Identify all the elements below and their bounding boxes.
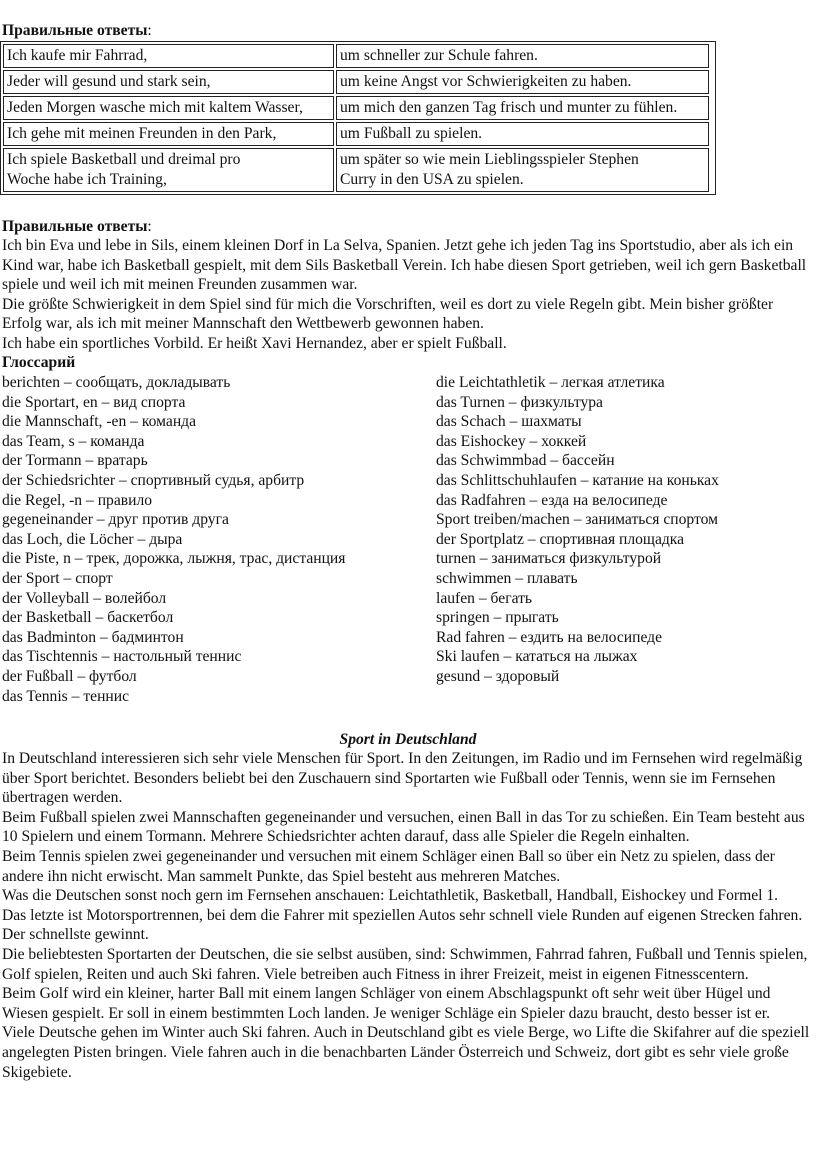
glossary-entry: berichten – сообщать, докладывать xyxy=(2,374,231,391)
glossary-entry: die Leichtathletik – легкая атлетика xyxy=(436,374,665,391)
answers-table-row xyxy=(2,69,714,95)
answers-heading-2 xyxy=(2,217,152,237)
glossary-left-column xyxy=(2,373,345,706)
answers-cell-left: Ich gehe mit meinen Freunden in den Park, xyxy=(3,122,334,146)
answers-heading-colon: : xyxy=(147,22,152,39)
answers-cell-right: um später so wie mein Lieblingsspieler Stephen Curry in den USA zu spielen. xyxy=(336,148,709,192)
glossary-entry: schwimmen – плавать xyxy=(436,569,578,587)
answers-paragraph: Ich habe ein sportliches Vorbild. Er heißt Xavi Hernandez, aber er spielt Fußball. xyxy=(2,334,507,352)
text-paragraph: Was die Deutschen sonst noch gern im Fernsehen anschauen: Leichtathletik, Basketball, Handball, Eishockey und Formel 1. xyxy=(2,887,779,905)
glossary-entry: der Schiedsrichter – спортивный судья, арбитр xyxy=(2,471,305,489)
glossary-entry: springen – прыгать xyxy=(436,609,559,627)
text-paragraph: In Deutschland interessieren sich sehr viele Menschen für Sport. In den Zeitungen, im Radio und im Fernsehen wird regelmäßig über Sport berichtet. Besonders beliebt bei den Zuschauern sind Sportarten wie Fußball oder Tennis, wenn sie im Fernsehen übertragen werden. xyxy=(2,750,803,807)
answers-text xyxy=(2,236,814,354)
answers-paragraph: Ich bin Eva und lebe in Sils, einem kleinen Dorf in La Selva, Spanien. Jetzt gehe ich jeden Tag ins Sportstudio, aber als ich ein Kind war, habe ich Basketball gespielt, mit dem Sils Basketball Verein. Ich habe diesen Sport getrieben, weil ich gern Basketball spiele und weil ich mit meinen Freunden zusammen war. xyxy=(2,237,807,294)
glossary-title: Глоссарий xyxy=(2,354,76,371)
glossary-entry: das Tennis – теннис xyxy=(2,687,130,705)
glossary-entry: das Schwimmbad – бассейн xyxy=(436,452,615,470)
glossary-entry: gegeneinander – друг против друга xyxy=(2,511,229,529)
answers-table-row xyxy=(2,121,714,147)
text-title: Sport in Deutschland xyxy=(339,731,477,748)
answers-heading-colon: : xyxy=(147,218,152,235)
answers-cell-left: Ich spiele Basketball und dreimal pro Woche habe ich Training, xyxy=(3,148,334,192)
glossary-entry: die Regel, -n – правило xyxy=(2,491,153,509)
glossary-entry: die Piste, n – трек, дорожка, лыжня, трас, дистанция xyxy=(2,550,346,568)
answers-table xyxy=(0,41,716,195)
answers-heading-1 xyxy=(2,21,152,41)
answers-paragraph: Die größte Schwierigkeit in dem Spiel sind für mich die Vorschriften, weil es dort zu viele Regeln gibt. Mein bisher größter Erfolg war, als ich mit meiner Mannschaft den Wettbewerb gewonnen haben. xyxy=(2,295,774,333)
text-body xyxy=(2,749,814,1082)
answers-cell-left: Jeden Morgen wasche mich mit kaltem Wasser, xyxy=(3,96,334,120)
answers-cell-right: um keine Angst vor Schwierigkeiten zu haben. xyxy=(336,70,709,94)
answers-cell-left: Ich kaufe mir Fahrrad, xyxy=(3,44,334,68)
answers-table-row xyxy=(2,95,714,121)
answers-cell-right: um mich den ganzen Tag frisch und munter zu fühlen. xyxy=(336,96,709,120)
glossary-entry: das Radfahren – езда на велосипеде xyxy=(436,491,668,509)
glossary-entry: das Team, s – команда xyxy=(2,432,145,450)
text-paragraph: Beim Tennis spielen zwei gegeneinander und versuchen mit einem Schläger einen Ball so über ein Netz zu spielen, dass der andere ihn nicht erwischt. Man sammelt Punkte, das Spiel besteht aus mehreren Matches. xyxy=(2,847,775,885)
glossary-entry: das Schlittschuhlaufen – катание на коньках xyxy=(436,471,719,489)
answers-cell-right: um schneller zur Schule fahren. xyxy=(336,44,709,68)
answers-heading-text: Правильные ответы xyxy=(2,22,148,39)
glossary-entry: Rad fahren – ездить на велосипеде xyxy=(436,628,663,646)
glossary-entry: der Basketball – баскетбол xyxy=(2,609,174,627)
glossary-entry: gesund – здоровый xyxy=(436,667,560,685)
glossary-entry: turnen – заниматься физкультурой xyxy=(436,550,662,568)
glossary-entry: die Mannschaft, -en – команда xyxy=(2,413,197,431)
glossary-entry: die Sportart, en – вид спорта xyxy=(2,393,186,411)
glossary-entry: der Volleyball – волейбол xyxy=(2,589,167,607)
glossary-entry: das Schach – шахматы xyxy=(436,413,582,431)
answers-table-row xyxy=(2,43,714,69)
answers-table-row xyxy=(2,147,714,193)
glossary-entry: das Badminton – бадминтон xyxy=(2,628,184,646)
text-paragraph: Beim Golf wird ein kleiner, harter Ball mit einem langen Schläger von einem Abschlagspunkt oft sehr weit über Hügel und Wiesen gespielt. Er soll in einem bestimmten Loch landen. Je weniger Schläge ein Spieler dazu braucht, desto besser ist er. xyxy=(2,985,771,1022)
glossary-entry: das Turnen – физкультура xyxy=(436,393,603,411)
glossary-entry: der Sport – спорт xyxy=(2,569,113,587)
answers-cell-left: Jeder will gesund und stark sein, xyxy=(3,70,334,94)
glossary-entry: laufen – бегать xyxy=(436,589,533,607)
text-paragraph: Viele Deutsche gehen im Winter auch Ski fahren. Auch in Deutschland gibt es viele Berge, wo Lifte die Skifahrer auf die speziell angelegten Pisten bringen. Viele fahren auch in die benachbarten Länder Österreich und Schweiz, dort gibt es sehr viele große Skigebiete. xyxy=(2,1024,810,1081)
glossary-entry: der Sportplatz – спортивная площадка xyxy=(436,530,685,548)
glossary-entry: der Tormann – вратарь xyxy=(2,452,148,470)
glossary-entry: das Tischtennis – настольный теннис xyxy=(2,648,242,666)
glossary-entry: Ski laufen – кататься на лыжах xyxy=(436,648,638,666)
glossary-entry: Sport treiben/machen – заниматься спортом xyxy=(436,511,718,529)
text-paragraph: Beim Fußball spielen zwei Mannschaften gegeneinander und versuchen, einen Ball in das Tor zu schießen. Ein Team besteht aus 10 Spielern und einem Tormann. Mehrere Schiedsrichter achten darauf, dass alle Spieler die Regeln einhalten. xyxy=(2,808,805,846)
answers-cell-right: um Fußball zu spielen. xyxy=(336,122,709,146)
text-paragraph: Die beliebtesten Sportarten der Deutschen, die sie selbst ausüben, sind: Schwimmen, Fahrrad fahren, Fußball und Tennis spielen, Golf spielen, Reiten und auch Ski fahren. Viele betreiben auch Fitness in ihrer Freizeit, meist in eigenen Fitnesscentern. xyxy=(2,945,808,983)
glossary-entry: das Eishockey – хоккей xyxy=(436,432,587,450)
text-paragraph: Das letzte ist Motorsportrennen, bei dem die Fahrer mit speziellen Autos sehr schnell viele Runden auf eigenen Strecken fahren. Der schnellste gewinnt. xyxy=(2,906,803,944)
answers-heading-text: Правильные ответы xyxy=(2,218,148,235)
glossary-entry: das Loch, die Löcher – дыра xyxy=(2,530,183,548)
glossary-right-column xyxy=(436,373,719,687)
glossary-entry: der Fußball – футбол xyxy=(2,667,137,685)
